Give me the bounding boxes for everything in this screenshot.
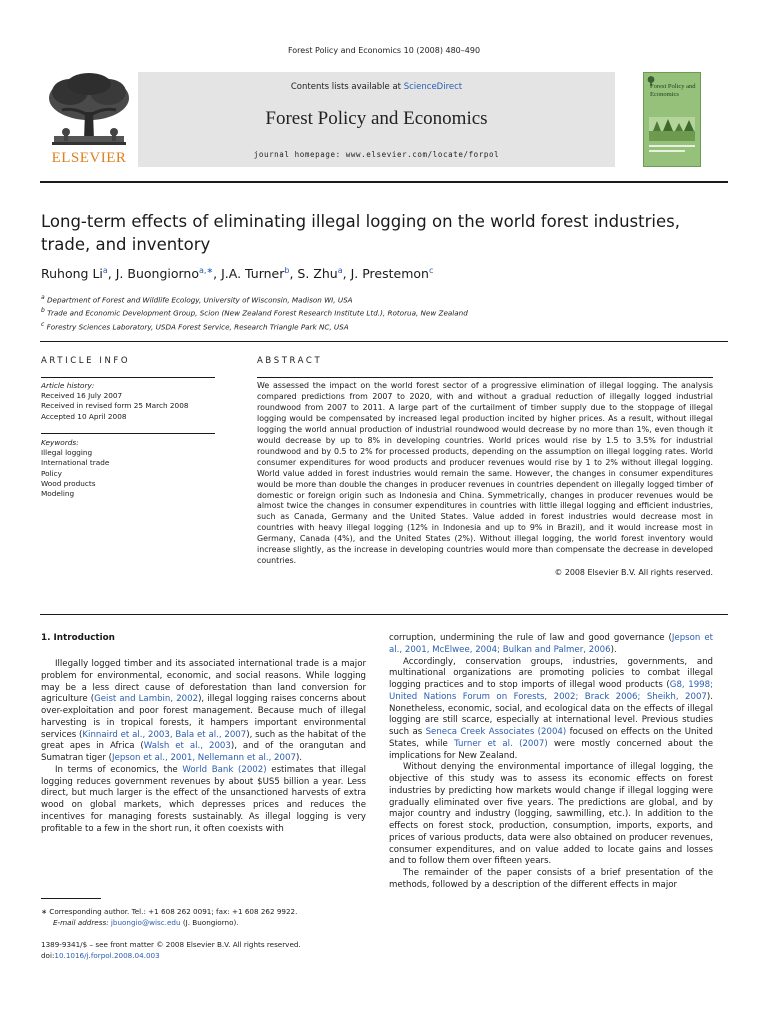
keyword: International trade [41,458,110,468]
email-label: E-mail address: [53,917,111,927]
abstract-text: We assessed the impact on the world forest sector of a progressive elimination of illegal logging. The analysis compared predictions from 2007 to 2020, with and without a gradual reduction of illegally logged industrial roundwood from 2007 to 2011. A large part of the curtailment of timber supply due to the stoppage of illegal logging would be compensated by increased legal production incited by higher prices. As a result, without illegal logging the world annual production of industrial roundwood would decrease by no more than 1%, even though it would decrease by up to 8% in developing countries. World prices would rise by 1.5 to 3.5% for industrial roundwood and by 0.5 to 2% for processed products, depending on the assumption on illegal logging rates. World consumer expenditures for wood products and producer revenues would rise by 1 to 2% without illegal logging. World value added in forest industries would remain the same. However, the changes in consumer expenditures would be more than double the changes in producer revenues in countries dependent on illegally logged timber of domestic or foreign origin such as Indonesia and China. Symmetrically, changes in producer revenues would be almost twice the changes in consumer expenditures in countries with little illegal logging and efficient industries, such as Canada, Germany and the United States. Value added in forest industries would decrease most in countries with heavy illegal logging (12% in Indonesia and up to 9% in Brazil), and it would increase most in Germany, Canada (4%), and the United States (2%). Without illegal logging, the world forest inventory would increase slightly, as the increase in developing countries would more than compensate the decrease in developed countries. [257,381,713,566]
journal-citation: Forest Policy and Economics 10 (2008) 480–490 [287,46,481,55]
issn-line: 1389-9341/$ – see front matter © 2008 Elsevier B.V. All rights reserved. [41,940,301,949]
article-title: Long-term effects of eliminating illegal logging on the world forest industries, trade, and inventory [41,212,680,254]
paragraph: Without denying the environmental importance of illegal logging, the objective of this study was to assess its economic effects on forest industries by predicting how markets would change if illegal logging were gradually eliminated over five years. The predictions are global, and by major country and industry (logging, sawmilling, etc.). In addition to the effects on forest stock, production, consumption, imports, exports, and prices of various products, data were also obtained on producer revenues, consumer expenditures, and on value added to locate gains and losses and to follow them over fifteen years. [389,762,713,867]
affiliation [41,319,731,332]
reference-link[interactable]: Turner et al. (2007) [454,738,548,749]
email-suffix: (J. Buongiorno). [180,917,239,927]
reference-link[interactable]: Walsh et al., 2003 [143,741,231,752]
text-run: ). [295,753,303,763]
keyword: Wood products [41,478,96,488]
keywords-rule [41,433,215,434]
section-heading-introduction: 1. Introduction [41,633,115,643]
reference-link[interactable]: Kinnaird et al., 2003, Bala et al., 2007 [82,729,247,740]
paragraph [41,765,366,836]
history-label: Article history: [41,381,95,390]
journal-cover-thumbnail [643,72,701,167]
affiliation [41,305,731,318]
text-run: estimates that illegal logging reduces government revenues by about $US5 billion a year. Less direct, but much larger is the effect of the unsanctioned harvests of extra wood on global markets, which depresses prices and reduces the incentives for managing forests sustainably. As illegal logging is very profitable to a few in the short run, it often coexists with [41,764,366,834]
footnotes [41,907,366,928]
affiliation-mark: a [41,294,45,301]
doi-label: doi: [41,950,55,960]
cover-stripe [649,145,695,147]
reference-link[interactable]: Jepson et al., 2001, Nellemann et al., 2007 [112,753,296,763]
body-column-right [389,633,713,892]
author-list [41,266,433,281]
history-item: Accepted 10 April 2008 [41,411,127,421]
text-run: ). Nonetheless, economic, social, and ecological data on the effects of illegal logging are still scarce, especially at international level. Previous studies such as [389,691,713,737]
cover-stripe [649,150,685,152]
corresponding-author-note: ∗ Corresponding author. Tel.: +1 608 262 0091; fax: +1 608 262 9922. [41,907,298,916]
elsevier-logo [40,72,138,167]
text-run: ), such as the habitat of the great apes in Africa ( [41,729,366,752]
abstract-bottom-rule [40,614,728,615]
article-history [41,381,217,422]
copyright-line: © 2008 Elsevier B.V. All rights reserved. [554,568,713,578]
author-name: Ruhong Li [41,266,103,282]
paragraph [389,633,713,657]
author-affiliation-mark[interactable]: a,∗ [199,266,214,275]
journal-name: Forest Policy and Economics [265,108,488,129]
doi-link[interactable]: 10.1016/j.forpol.2008.04.003 [54,950,160,960]
paragraph: The remainder of the paper consists of a brief presentation of the methods, followed by a description of the different effects in major [389,868,713,890]
affiliation-mark: b [41,307,45,315]
affiliation-text: Department of Forest and Wildlife Ecology, University of Wisconsin, Madison WI, USA [46,295,353,305]
abstract-heading: ABSTRACT [257,356,323,366]
author-separator: , [289,266,298,282]
keyword: Policy [41,468,62,478]
author-name: J.A. Turner [221,266,285,282]
author-name: J. Buongiorno [115,266,199,282]
author-separator: , [213,266,222,282]
author-separator: , [342,266,351,282]
author-name: S. Zhu [297,266,338,282]
affiliations [41,292,731,332]
masthead-rule [40,181,728,183]
text-run: Accordingly, conservation groups, industries, governments, and multinational organizations are promoting policies to combat illegal logging practices and to stop imports of illegal wood products ( [389,656,713,690]
text-run: Illegally logged timber and its associated international trade is a major problem for environmental, economic, and social reasons. While logging may be a less direct cause of deforestation than land conversion for agriculture ( [41,659,366,705]
footnote-rule [41,898,101,899]
article-info-rule [41,377,215,378]
text-run: ), illegal logging raises concerns about over-exploitation and poor forest management. Because much of illegal harvesting is in tropical forests, it hampers important environmental services ( [41,694,366,740]
elsevier-wordmark: ELSEVIER [51,150,127,166]
affiliation-mark: c [41,320,45,328]
reference-link[interactable]: Jepson et al., 2001, McElwee, 2004; Bulkan and Palmer, 2006 [389,633,713,655]
publication-info [41,940,366,961]
text-run: corruption, undermining the rule of law and good governance ( [389,633,672,643]
author-affiliation-mark[interactable]: a [102,266,108,275]
sciencedirect-link[interactable]: ScienceDirect [403,82,463,92]
email-link[interactable]: jbuongio@wisc.edu [110,917,181,927]
contents-available-line [138,82,615,92]
keyword: Illegal logging [41,448,93,458]
body-column-left [41,659,366,835]
affiliation-text: Trade and Economic Development Group, Scion (New Zealand Forest Research Institute Ltd.), Rotorua, New Zealand [47,308,468,318]
reference-link[interactable]: Seneca Creek Associates (2004) [425,727,567,737]
text-run: In terms of economics, the [55,764,183,775]
affiliation [41,292,731,305]
elsevier-tree-icon [40,72,138,152]
author-affiliation-mark[interactable]: c [428,266,434,275]
reference-link[interactable]: World Bank (2002) [182,764,267,775]
reference-link[interactable]: Geist and Lambin, 2002 [94,694,199,705]
abstract-body [257,381,713,579]
journal-homepage[interactable]: journal homepage: www.elsevier.com/locate/forpol [253,150,500,159]
text-run: focused on effects on the United States, while [389,727,713,749]
text-run: were mostly concerned about the implications for New Zealand. [389,738,714,761]
front-matter-rule [40,341,728,342]
affiliation-text: Forestry Sciences Laboratory, USDA Forest Service, Research Triangle Park NC, USA [46,322,349,332]
doi-line [41,951,366,962]
reference-link[interactable]: G8, 1998; United Nations Forum on Forests, 2002; Brack 2006; Sheikh, 2007 [389,680,713,702]
text-run: ). [610,644,617,655]
article-info-heading: ARTICLE INFO [41,356,131,366]
email-note [41,918,366,929]
contents-prefix: Contents lists available at [290,82,404,92]
author-affiliation-mark[interactable]: a [337,266,343,275]
author-separator: , [107,266,116,282]
history-item: Received in revised form 25 March 2008 [41,401,189,411]
paragraph [41,659,366,765]
history-item: Received 16 July 2007 [41,391,123,401]
text-run: ), and of the orangutan and Sumatran tiger ( [41,741,366,763]
keyword: Modeling [41,489,75,499]
paragraph [389,657,713,763]
keywords-label: Keywords: [41,438,79,447]
journal-masthead [40,72,615,167]
cover-title: Forest Policy and Economics [650,83,696,98]
author-affiliation-mark[interactable]: b [284,266,290,275]
author-name: J. Prestemon [350,266,429,282]
cover-image [649,117,695,141]
abstract-rule [257,377,713,378]
journal-header-panel [138,72,615,167]
keywords [41,438,217,499]
